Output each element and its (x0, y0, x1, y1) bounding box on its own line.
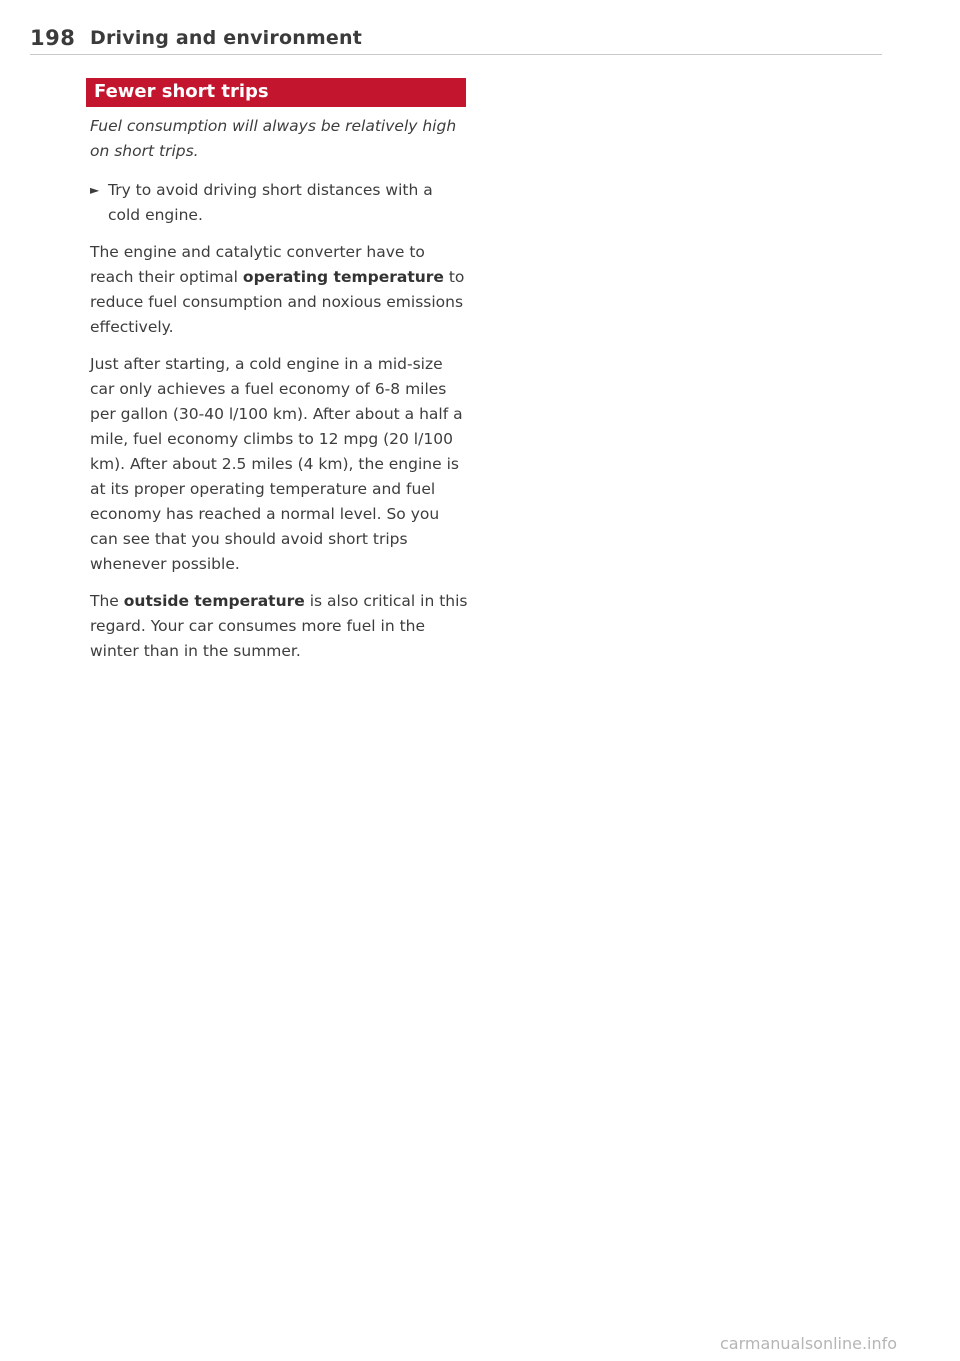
paragraph-operating-temperature (90, 240, 468, 340)
paragraph-text: to reduce fuel consumption and noxious emissions effectively. (90, 268, 465, 336)
watermark: carmanualsonline.info (720, 1334, 898, 1353)
triangle-bullet-icon: ► (90, 183, 100, 197)
bold-term-outside-temperature: outside temperature (123, 592, 305, 610)
paragraph-cold-engine: Just after starting, a cold engine in a mid-size car only achieves a fuel economy of 6-8 miles per gallon (30-40 l/100 km). After about a half a mile, fuel economy climbs to 12 mpg (20 l/100 km). After about 2.5 miles (4 km), the engine is at its proper operating temperature and fuel economy has reached a normal level. So you can see that you should avoid short trips whenever possible. (90, 355, 463, 573)
section-title: Fewer short trips (94, 81, 269, 102)
paragraph-text: The engine and catalytic converter have to reach their optimal (90, 243, 425, 286)
chapter-title: Driving and environment (90, 27, 363, 49)
page-number: 198 (30, 26, 76, 50)
instruction-bullet (90, 178, 468, 228)
paragraph-text: The (90, 592, 124, 610)
paragraph-outside-temperature (90, 589, 468, 664)
instruction-text: Try to avoid driving short distances with a cold engine. (108, 181, 433, 224)
section-banner (86, 78, 466, 107)
paragraph-text: is also critical in this regard. Your car consumes more fuel in the winter than in the summer. (90, 592, 468, 660)
content-column (90, 114, 468, 676)
page-header (30, 24, 882, 55)
intro-text: Fuel consumption will always be relatively high on short trips. (90, 117, 457, 160)
bold-term-operating-temperature: operating temperature (242, 268, 444, 286)
